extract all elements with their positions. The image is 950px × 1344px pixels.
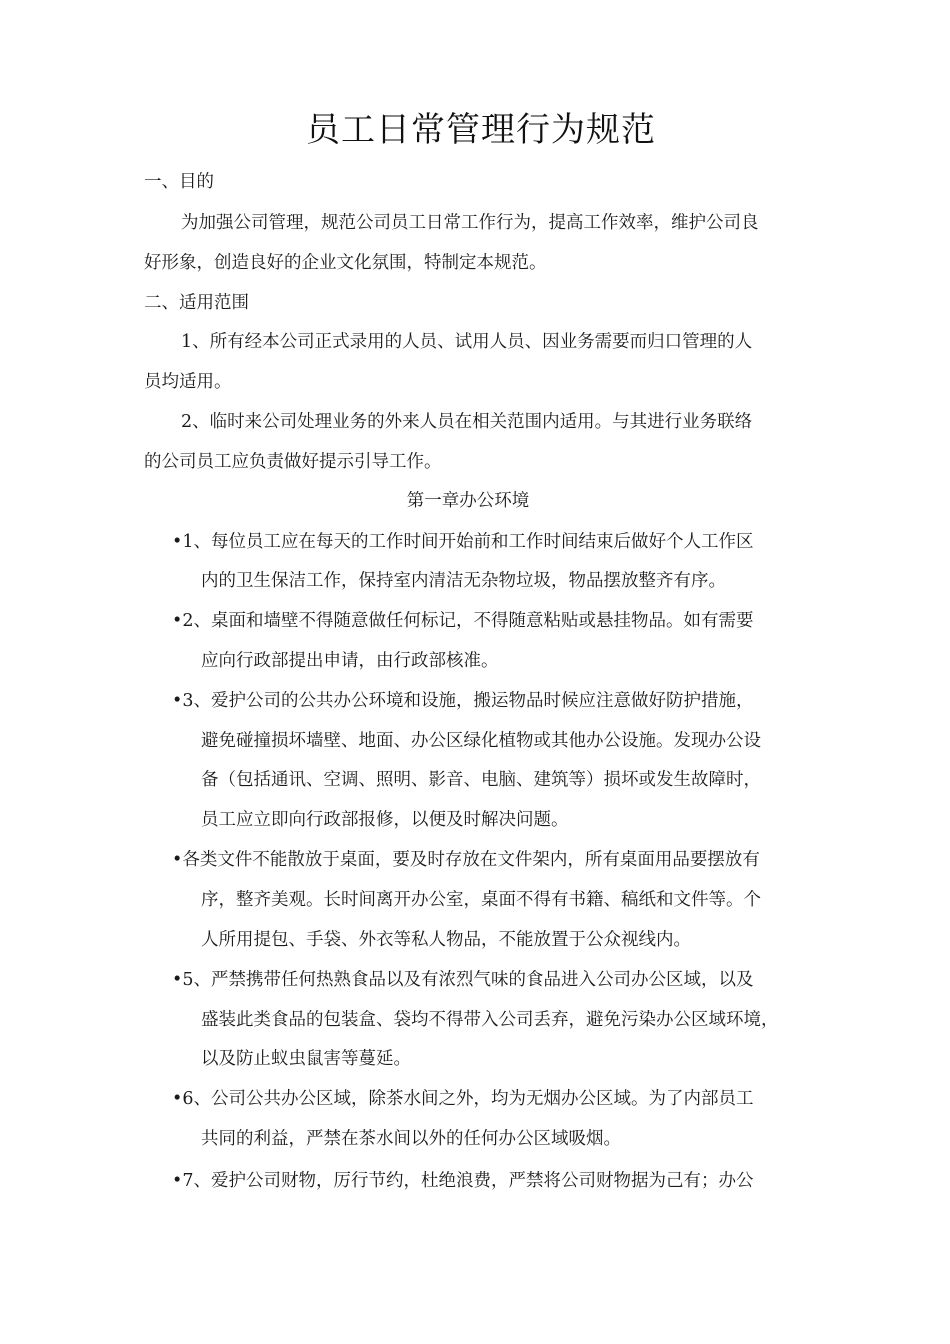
rule-line: 共同的利益，严禁在茶水间以外的任何办公区域吸烟。 [201, 1129, 621, 1149]
rule-line: 应向行政部提出申请，由行政部核准。 [201, 651, 499, 671]
rule-line: 以及防止蚁虫鼠害等蔓延。 [201, 1049, 411, 1069]
rule-line: •2、桌面和墙壁不得随意做任何标记，不得随意粘贴或悬挂物品。如有需要 [172, 611, 754, 631]
document-title: 员工日常管理行为规范 [306, 110, 656, 150]
section-heading-scope: 二、适用范围 [144, 293, 249, 313]
rule-line: •6、公司公共办公区域，除茶水间之外，均为无烟办公区域。为了内部员工 [172, 1089, 754, 1109]
rule-line: 避免碰撞损坏墙壁、地面、办公区绿化植物或其他办公设施。发现办公设 [201, 731, 761, 751]
rule-line: 人所用提包、手袋、外衣等私人物品，不能放置于公众视线内。 [201, 930, 691, 950]
scope-item-line: 的公司员工应负责做好提示引导工作。 [144, 452, 442, 472]
rule-line: •3、爱护公司的公共办公环境和设施，搬运物品时候应注意做好防护措施， [172, 691, 754, 711]
rule-line: •各类文件不能散放于桌面，要及时存放在文件架内，所有桌面用品要摆放有 [172, 850, 760, 870]
scope-item-line: 1、所有经本公司正式录用的人员、试用人员、因业务需要而归口管理的人 [181, 332, 753, 352]
scope-item-line: 员均适用。 [144, 372, 232, 392]
chapter-heading: 第一章办公环境 [406, 491, 530, 511]
section-heading-purpose: 一、目的 [144, 172, 214, 192]
rule-line: 备（包括通讯、空调、照明、影音、电脑、建筑等）损坏或发生故障时， [201, 770, 761, 790]
rule-line: 员工应立即向行政部报修，以便及时解决问题。 [201, 810, 569, 830]
rule-line: •5、严禁携带任何热熟食品以及有浓烈气味的食品进入公司办公区域，以及 [172, 970, 754, 990]
rule-line: 序，整齐美观。长时间离开办公室，桌面不得有书籍、稿纸和文件等。个 [201, 890, 761, 910]
purpose-para-line: 为加强公司管理，规范公司员工日常工作行为，提高工作效率，维护公司良 [181, 213, 759, 233]
rule-line: 盛装此类食品的包装盒、袋均不得带入公司丢弃，避免污染办公区域环境， [201, 1010, 779, 1030]
rule-line: •7、爱护公司财物，厉行节约，杜绝浪费，严禁将公司财物据为己有；办公 [172, 1171, 754, 1191]
rule-line: 内的卫生保洁工作，保持室内清洁无杂物垃圾，物品摆放整齐有序。 [201, 571, 726, 591]
scope-item-line: 2、临时来公司处理业务的外来人员在相关范围内适用。与其进行业务联络 [181, 412, 753, 432]
rule-line: •1、每位员工应在每天的工作时间开始前和工作时间结束后做好个人工作区 [172, 532, 754, 552]
purpose-para-line: 好形象，创造良好的企业文化氛围，特制定本规范。 [144, 253, 547, 273]
